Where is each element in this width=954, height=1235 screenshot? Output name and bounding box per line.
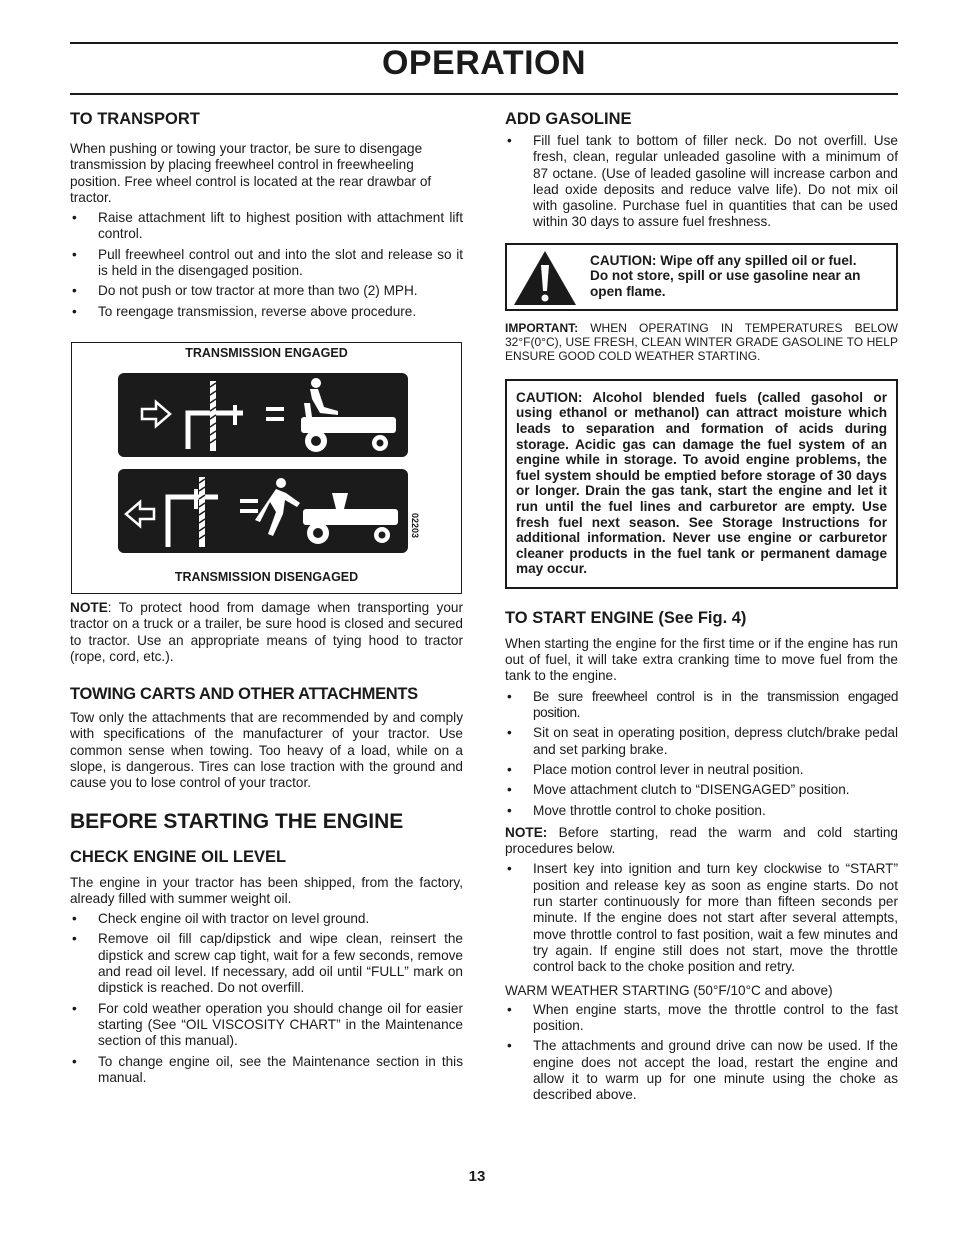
before-starting-heading: BEFORE STARTING THE ENGINE (70, 809, 404, 833)
transport-section (70, 110, 463, 320)
gasoline-heading: ADD GASOLINE (505, 110, 632, 128)
list-item: • Fill fuel tank to bottom of filler neck. Do not overfill. Use fresh, clean, regular unleaded gasoline with a minimum of 87 octane. (Use of leaded gasoline will increase carbon and lead oxide deposits and reduce valve life). Do not mix oil with gasoline. Purchase fuel in quantities that can be used within 30 days to assure fuel freshness. (505, 133, 898, 231)
note-text: : To protect hood from damage when transporting your tractor on a truck or a trailer, be sure hood is closed and secured to tractor. Use an appropriate means of tying hood to tractor (rope, cord, etc.). (70, 599, 463, 664)
note-label: NOTE (70, 599, 108, 615)
list-item: • Do not push or tow tractor at more than two (2) MPH. (70, 283, 463, 299)
list-item: • For cold weather operation you should change oil for easier starting (See “OIL VISCOSITY CHART” in the Maintenance section of this manual). (70, 1001, 463, 1050)
start-note-label: NOTE: (505, 824, 548, 840)
transport-heading: TO TRANSPORT (70, 110, 200, 128)
disengaged-panel (118, 469, 408, 553)
transport-intro: When pushing or towing your tractor, be sure to disengage transmission by placing freewheel control in freewheeling position. Free wheel control is located at the rear drawbar of tractor. (70, 140, 432, 205)
towing-text: Tow only the attachments that are recommended by and comply with specifications of the manufacturer of your tractor. Use common sense when towing. Too heavy of a load, while on a slope, is dangerous. Tires can lose traction with the ground and cause you to lose control of your tractor. (70, 710, 463, 791)
figure-caption-disengaged: TRANSMISSION DISENGAGED (174, 569, 359, 584)
list-item: • Move throttle control to choke position. (505, 803, 898, 819)
engaged-illustration (118, 373, 408, 457)
start-list-2 (505, 861, 898, 975)
list-item: • To change engine oil, see the Maintenance section in this manual. (70, 1054, 463, 1087)
right-column (505, 110, 898, 1110)
towing-section (70, 685, 463, 791)
start-list (505, 689, 898, 819)
left-column (70, 110, 463, 1092)
list-item: • The attachments and ground drive can now be used. If the engine does not accept the load, restart the engine and allow it to warm up for one minute using the choke as described above. (505, 1038, 898, 1103)
transmission-figure (71, 342, 462, 594)
page-title: OPERATION (381, 44, 587, 82)
gasoline-section (505, 110, 898, 231)
transport-list (70, 210, 463, 320)
list-item: • Move attachment clutch to “DISENGAGED” position. (505, 782, 898, 798)
gasoline-list (505, 133, 898, 231)
page-number: 13 (468, 1168, 486, 1185)
oil-intro: The engine in your tractor has been shipped, from the factory, already filled with summer weight oil. (70, 874, 463, 906)
oil-section (70, 848, 463, 1087)
list-item: • When engine starts, move the throttle control to the fast position. (505, 1002, 898, 1035)
list-item: • Sit on seat in operating position, depress clutch/brake pedal and set parking brake. (505, 725, 898, 758)
oil-heading: CHECK ENGINE OIL LEVEL (70, 847, 287, 866)
list-item: • Raise attachment lift to highest position with attachment lift control. (70, 210, 463, 243)
pushing-tractor-icon (255, 478, 398, 544)
start-engine-section (505, 609, 898, 1104)
list-item: • Insert key into ignition and turn key clockwise to “START” position and release key as soon as engine starts. Do not run starter continuously for more than fifteen seconds per minute. If the engine does not start after several attempts, move throttle control to fast position, wait a few minutes and try again. If engine still does not start, move the throttle control back to the choke position and retry. (505, 861, 898, 975)
disengaged-illustration (118, 469, 408, 553)
start-note-text: Before starting, read the warm and cold starting procedures below. (505, 824, 898, 857)
oil-list (70, 911, 463, 1086)
list-item: • Pull freewheel control out and into the slot and release so it is held in the disengaged position. (70, 247, 463, 280)
figure-caption-engaged: TRANSMISSION ENGAGED (185, 345, 348, 360)
start-intro: When starting the engine for the first time or if the engine has run out of fuel, it will take extra cranking time to move fuel from the tank to the engine. (505, 635, 898, 684)
left-arrow-icon (126, 502, 154, 526)
caution-box-flame (505, 243, 898, 311)
right-arrow-icon (142, 402, 170, 426)
important-text: WHEN OPERATING IN TEMPERATURES BELOW 32°F(0°C), USE FRESH, CLEAN WINTER GRADE GASOLINE TO HELP ENSURE GOOD COLD WEATHER STARTING. (505, 320, 898, 363)
list-item: • Remove oil fill cap/dipstick and wipe clean, reinsert the dipstick and screw cap tight, wait for a few seconds, remove and read oil level. If necessary, add oil until “FULL” mark on dipstick is reached. Do not overfill. (70, 931, 463, 996)
important-label: IMPORTANT: (505, 320, 579, 335)
caution-flame-text: CAUTION: Wipe off any spilled oil or fuel. Do not store, spill or use gasoline near an open flame. (590, 252, 861, 299)
transport-note (70, 600, 463, 665)
start-heading: TO START ENGINE (See Fig. 4) (505, 608, 747, 627)
list-item: • To reengage transmission, reverse above procedure. (70, 304, 463, 320)
list-item: • Check engine oil with tractor on level ground. (70, 911, 463, 927)
start-note (505, 825, 898, 858)
list-item: • Be sure freewheel control is in the transmission engaged position. (505, 689, 898, 722)
warm-weather-list (505, 1002, 898, 1104)
warm-weather-heading: WARM WEATHER STARTING (50°F/10°C and above) (505, 983, 833, 999)
list-item: • Place motion control lever in neutral position. (505, 762, 898, 778)
important-note (505, 321, 898, 363)
towing-heading: TOWING CARTS AND OTHER ATTACHMENTS (70, 685, 418, 704)
engaged-panel (118, 373, 408, 457)
title-rule (70, 93, 898, 95)
caution-alcohol-text: CAUTION: Alcohol blended fuels (called gasohol or using ethanol or methanol) can attract moisture which leads to separation and formation of acids during storage. Acidic gas can damage the fuel system of an engine while in storage. To avoid engine problems, the fuel system should be emptied before storage of 30 days or longer. Drain the gas tank, start the engine and let it run until the fuel lines and carburetor are empty. Use fresh fuel next season. See Storage Instructions for additional information. Never use engine or carburetor cleaner products in the fuel tank or permanent damage may occur. (516, 389, 887, 577)
caution-box-alcohol (505, 379, 898, 589)
figure-code: 02203 (410, 512, 420, 538)
warning-triangle-icon (510, 247, 580, 309)
